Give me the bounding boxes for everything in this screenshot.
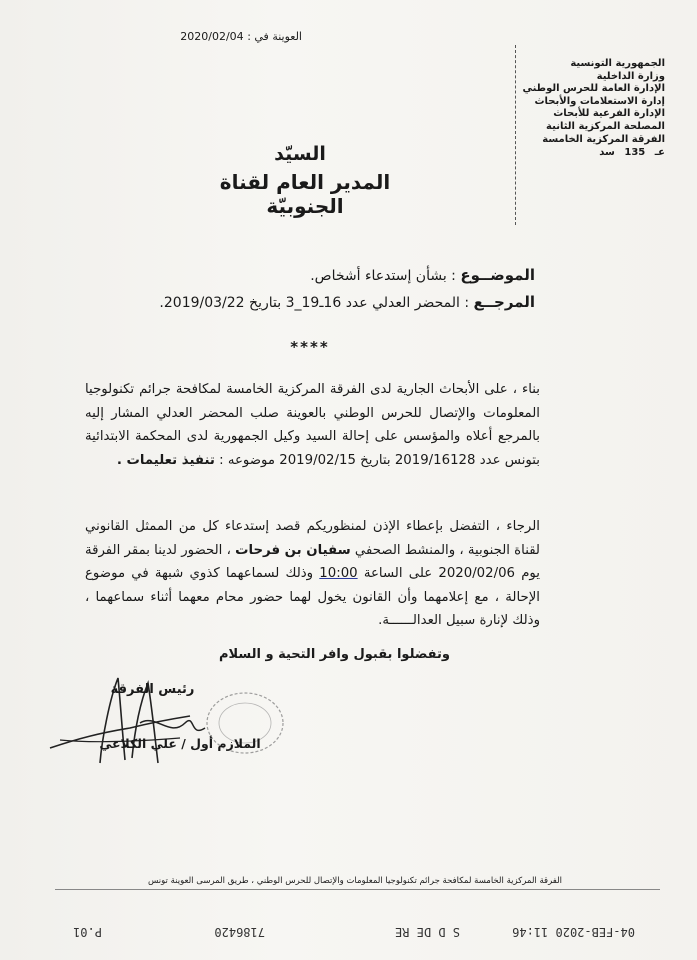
agency-header (520, 58, 665, 160)
appointment-time: 10:00 (319, 566, 358, 581)
footer-divider (55, 889, 660, 890)
reference-label: المرجــع (473, 293, 535, 311)
agency-line: المصلحة المركزية الثانية (546, 120, 665, 132)
agency-line: الإدارة الفرعية للأبحاث (553, 108, 665, 120)
paragraph-intro-bold: تنفيذ تعليمات . (116, 452, 215, 468)
reference-row (150, 293, 535, 311)
number-prefix: عـ (654, 147, 665, 159)
fax-number: 7186420 (214, 925, 265, 939)
addressee-name: المدير العام لقناة الجنوبيّة (219, 170, 391, 218)
agency-line: الإدارة العامة للحرس الوطني (522, 83, 665, 95)
subject-row (150, 266, 535, 284)
reference-text: : المحضر العدلي عدد 16ـ19_3 بتاريخ 2019/03/22. (159, 295, 470, 311)
fax-page: P.01 (73, 925, 102, 939)
subject-label: الموضــوع (460, 266, 535, 284)
date-label: العوينة في : (247, 30, 302, 43)
addressee-title: السيّد (274, 143, 326, 165)
signatory-name: الملازم أول / علي الكلاعي (99, 736, 261, 751)
agency-line: وزارة الداخلية (596, 70, 665, 82)
agency-line: إدارة الاستعلامات والأبحاث (534, 95, 665, 107)
signatory-title: رئيس الفرقة (110, 682, 195, 697)
journalist-name: سفيان بن فرحات (235, 542, 351, 558)
fax-datetime: 04-FEB-2020 11:46 (512, 925, 635, 939)
reference-number (520, 147, 665, 160)
subject-text: : بشأن إستدعاء أشخاص. (310, 268, 456, 284)
paragraph-request-part2: ، الحضور لدينا بمقر الفرقة يوم 2020/02/06 على الساعة (84, 542, 540, 581)
document-date (108, 30, 308, 43)
fax-code: S D DE RE (394, 925, 460, 939)
paragraph-intro (85, 378, 540, 472)
number-suffix: سد (599, 147, 615, 159)
paragraph-request-part1: الرجاء ، التفضل بإعطاء الإذن لمنظوريكم قصد إستدعاء كل من الممثل القانوني لقناة الجنوبية ، والمنشط الصحفي (85, 519, 540, 558)
agency-line: الفرقة المركزية الخامسة (542, 133, 665, 145)
paragraph-request (85, 515, 540, 633)
separator: **** (290, 338, 330, 356)
agency-line: الجمهورية التونسية (570, 58, 665, 69)
paragraph-intro-text: بناء ، على الأبحاث الجارية لدى الفرقة المركزية الخامسة لمكافحة جرائم تكنولوجيا المعلومات والإتصال للحرس الوطني بالعوينة صلب المحضر العدلي المشار إليه بالمرجع أعلاه والمؤسس على إحالة السيد وكيل الجمهورية لدى المحكمة الابتدائية بتونس عدد 2019/16128 بتاريخ 2019/02/15 موضوعه : (85, 382, 540, 468)
paragraph-request-part3: وذلك لسماعهما كذوي شبهة في موضوع الإحالة ، مع إعلامهما وأن القانون يخول لهما حضور محام معهما أثناء سماعهما ، وذلك لإنارة سبيل العدالــــــة. (85, 566, 540, 628)
number-value: 135 (624, 147, 646, 159)
date-value: 2020/02/04 (180, 30, 244, 43)
closing-salutation: وتفضلوا بقبول وافر التحية و السلام (218, 647, 450, 662)
footer-address: الفرقة المركزية الخامسة لمكافحة جرائم تكنولوجيا المعلومات والإتصال للحرس الوطني ، طريق المرسى العوينة تونس (147, 876, 563, 886)
